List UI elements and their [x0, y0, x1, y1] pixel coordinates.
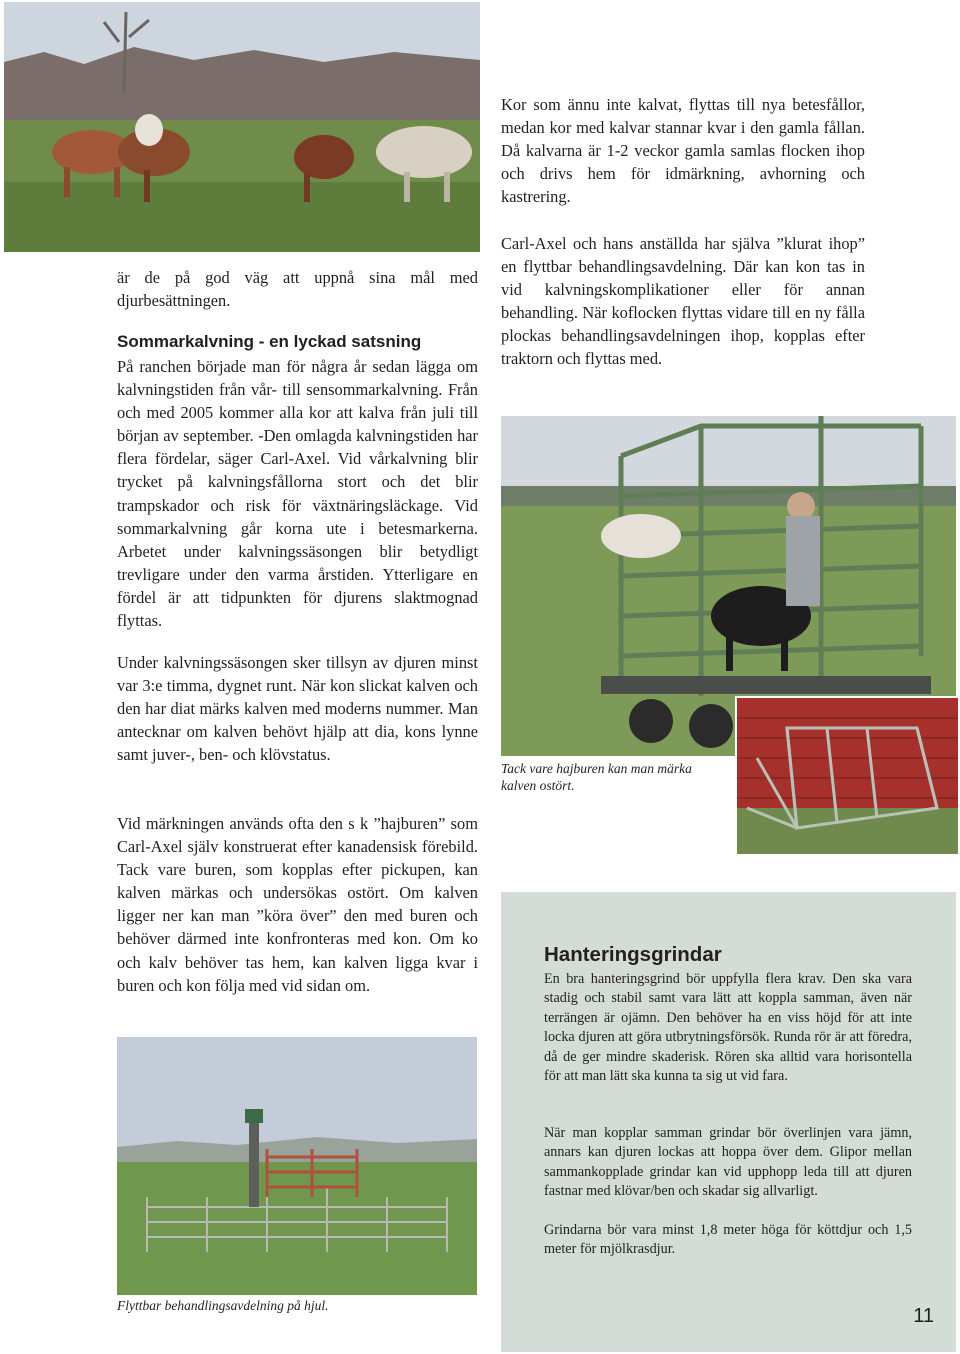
- section-body-text: På ranchen började man för några år sedan lägga om kalvningstiden från vår- till sensommarkalvning. Från och med 2005 kommer alla kor att kalva från juli till början av september. -Den omlagda kalvningstiden har flera fördelar, säger Carl-Axel. Vid vårkalvning blir trycket på kalvningsfållorna stort och det blir trampskador och risk för växtnäringsläckage. Vid sommarkalvning går korna ute i betesmarkerna. Arbetet under kalvningssäsongen blir betydligt trevligare under den varma årstiden. Ytterligare en fördel är att tidpunkten för djurens slaktmognad flyttas.: [117, 357, 478, 631]
- photo-enclosure: [117, 1037, 477, 1295]
- section-heading: Sommarkalvning - en lyckad satsning: [117, 332, 422, 351]
- photo-cows: [4, 2, 480, 252]
- box-paragraph-2: [544, 1124, 912, 1202]
- section-body: [117, 355, 478, 632]
- paragraph-kor-text: Kor som ännu inte kalvat, flyttas till nya betesfållor, medan kor med kalvar stannar kvar i den gamla fållan. Då kalvarna är 1-2 veckor gamla samlas flocken ihop och drivs hem för idmärkning, avhorning och kastrering.: [501, 95, 865, 207]
- photo-cage: [735, 696, 958, 854]
- intro-paragraph: [117, 266, 478, 312]
- paragraph-tillsyn: [117, 651, 478, 766]
- caption-cage: Tack vare hajburen kan man märka kalven ostört.: [501, 761, 692, 793]
- paragraph-carl-axel-text: Carl-Axel och hans anställda har själva ”klurat ihop” en flyttbar behandlingsavdelning. Där kan kon tas in vid kalvningskomplikationer eller för annan behandling. När koflocken flyttas vidare till en ny fålla plockas behandlingsavdelningen ihop, kopplas efter traktorn och flyttas med.: [501, 234, 865, 369]
- box-paragraph-1: [544, 970, 912, 1086]
- box-paragraph-3: [544, 1221, 912, 1260]
- paragraph-markning: [117, 812, 478, 997]
- info-box-hanteringsgrindar: [501, 892, 956, 1352]
- paragraph-carl-axel: [501, 232, 865, 371]
- paragraph-markning-text: Vid märkningen används ofta den s k ”hajburen” som Carl-Axel själv konstruerat efter kanadensisk förebild. Tack vare buren, som kopplas efter pickupen, kan kalven märkas och undersökas ostört. Om kalven ligger ner kan man ”köra över” den med buren och behöver därmed inte konfronteras med kon. Om ko och kalv behöver tas hem, kan kalven ligga kvar i buren och kon följa med vid sidan om.: [117, 814, 478, 995]
- intro-text: är de på god väg att uppnå sina mål med djurbesättningen.: [117, 268, 478, 311]
- page-number: 11: [913, 1305, 934, 1327]
- paragraph-kor: [501, 93, 865, 208]
- box-paragraph-1-text: En bra hanteringsgrind bör uppfylla flera krav. Den ska vara stadig och stabil samt vara lätt att koppla samman, även när terrängen är ojämn. Den behöver ha en viss höjd för att inte locka djuren att göra utbrytningsförsök. Runda rör är att föredra, då de ger mindre skaderisk. Rören ska alltid vara horisontella för att man lätt ska kunna ta sig ut vid fara.: [544, 971, 912, 1085]
- box-paragraph-2-text: När man kopplar samman grindar bör överlinjen vara jämn, annars kan djuren lockas att hoppa över dem. Glipor mellan sammankopplade grindar kan vid upphopp leda till att djuren fastnar med klövar/ben och skadar sig allvarligt.: [544, 1125, 912, 1200]
- paragraph-tillsyn-text: Under kalvningssäsongen sker tillsyn av djuren minst var 3:e timma, dygnet runt. När kon slickat kalven och den har diat märks kalven med moderns nummer. Man antecknar om kalven behövt hjälp att dia, kons lynne samt juver-, ben- och klövstatus.: [117, 653, 478, 765]
- box-heading: Hanteringsgrindar: [544, 943, 722, 966]
- box-paragraph-3-text: Grindarna bör vara minst 1,8 meter höga för köttdjur och 1,5 meter för mjölkrasdjur.: [544, 1222, 912, 1258]
- caption-enclosure: Flyttbar behandlingsavdelning på hjul.: [117, 1298, 329, 1313]
